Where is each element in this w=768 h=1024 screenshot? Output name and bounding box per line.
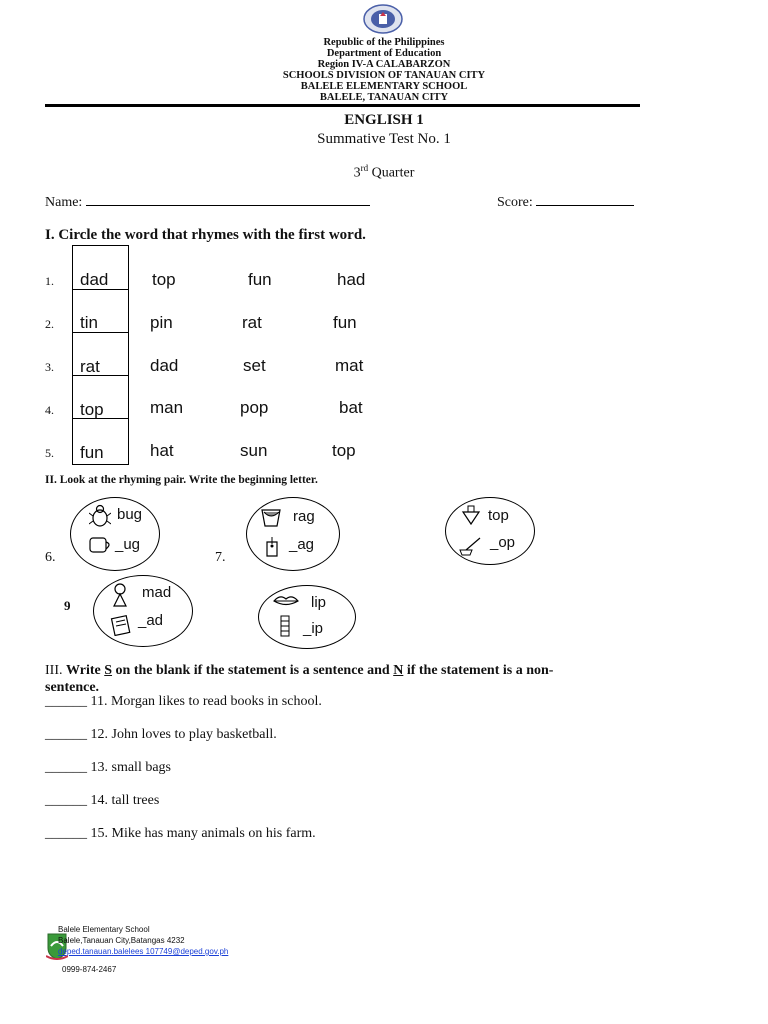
footer-email-link[interactable]: deped.tanauan.balelees 107749@deped.gov.ph: [58, 947, 229, 956]
quarter-word: Quarter: [371, 165, 415, 181]
mug-icon: [87, 534, 113, 554]
section3-instructions: [45, 662, 695, 696]
rhyme-word: rag: [293, 508, 315, 525]
option-word[interactable]: top: [152, 270, 176, 289]
quarter-label: [0, 163, 768, 182]
option-word[interactable]: dad: [150, 356, 179, 375]
zipper-icon: [277, 614, 293, 638]
header-line: SCHOOLS DIVISION OF TANAUAN CITY: [282, 70, 486, 81]
item-number: 2.: [45, 317, 54, 331]
header-line: Region IV-A CALABARZON: [317, 59, 451, 70]
rhyme-word: mad: [142, 584, 172, 601]
deped-seal-icon: [363, 4, 403, 34]
spinning-top-icon: [460, 504, 482, 526]
header-line: Republic of the Philippines: [323, 37, 445, 48]
tag-icon: [263, 536, 281, 558]
section3-text: if the statement is a non-: [406, 663, 554, 678]
rhyme-word: top: [488, 507, 509, 524]
header-line: BALELE ELEMENTARY SCHOOL: [300, 81, 468, 92]
name-field[interactable]: [45, 195, 370, 211]
quarter-number: 3: [353, 165, 361, 181]
first-word: fun: [80, 443, 104, 462]
rhyme-circle: [246, 497, 340, 571]
section1-title: I. Circle the word that rhymes with the first word.: [45, 227, 366, 243]
bug-icon: [89, 504, 111, 528]
rhyme-circle: [258, 585, 356, 649]
angry-girl-icon: [110, 582, 130, 608]
nonsentence-marker: N: [393, 663, 404, 678]
item-number: 6.: [45, 550, 56, 565]
first-word: dad: [80, 270, 109, 289]
first-word: rat: [80, 357, 100, 376]
option-word[interactable]: top: [332, 441, 356, 460]
option-word[interactable]: bat: [339, 398, 363, 417]
quarter-suffix: rd: [360, 163, 369, 173]
rhyme-blank[interactable]: _ad: [138, 612, 164, 629]
rhyme-word: lip: [311, 594, 327, 611]
item-number: 5.: [45, 446, 54, 460]
item-number: 7.: [215, 550, 226, 565]
lips-icon: [273, 594, 299, 608]
section3-text: sentence.: [45, 680, 100, 695]
option-word[interactable]: mat: [335, 356, 364, 375]
option-word[interactable]: pop: [240, 398, 269, 417]
header-line: Department of Education: [326, 48, 442, 59]
header-block: [0, 37, 768, 103]
subject-title: ENGLISH 1: [344, 112, 424, 128]
item-number: 1.: [45, 274, 54, 288]
item-number: 3.: [45, 360, 54, 374]
first-word: top: [80, 400, 104, 419]
score-label: Score:: [497, 195, 533, 210]
statement-item[interactable]: ______ 14. tall trees: [45, 793, 160, 808]
header-line: BALELE, TANAUAN CITY: [319, 92, 449, 103]
name-label: Name:: [45, 195, 83, 210]
statement-item[interactable]: ______ 11. Morgan likes to read books in school.: [45, 694, 322, 709]
statement-item[interactable]: ______ 13. small bags: [45, 760, 171, 775]
section2-title: II. Look at the rhyming pair. Write the beginning letter.: [45, 474, 318, 486]
option-word[interactable]: fun: [248, 270, 272, 289]
option-word[interactable]: man: [150, 398, 184, 417]
score-blank[interactable]: [536, 205, 634, 206]
option-word[interactable]: rat: [242, 313, 262, 332]
option-word[interactable]: set: [243, 356, 266, 375]
option-word[interactable]: hat: [150, 441, 174, 460]
rhyme-word: bug: [117, 506, 143, 523]
statement-item[interactable]: ______ 15. Mike has many animals on his farm.: [45, 826, 316, 841]
section3-prefix: III.: [45, 663, 63, 678]
notepad-icon: [110, 614, 132, 636]
footer-address: Balele,Tanauan City,Batangas 4232: [58, 936, 185, 945]
rhyme-blank[interactable]: _op: [490, 534, 516, 551]
option-word[interactable]: pin: [150, 313, 173, 332]
rhyme-circle: [445, 497, 535, 565]
rhyme-blank[interactable]: _ug: [115, 536, 141, 553]
sentence-marker: S: [104, 663, 113, 678]
statement-item[interactable]: ______ 12. John loves to play basketball.: [45, 727, 277, 742]
item-number: 9: [64, 598, 71, 613]
rhyme-circle: [93, 575, 193, 647]
footer-phone: 0999-874-2467: [62, 965, 117, 974]
option-word[interactable]: had: [337, 270, 366, 289]
rhyme-blank[interactable]: _ag: [289, 536, 315, 553]
first-word: tin: [80, 313, 98, 332]
name-blank[interactable]: [86, 205, 370, 206]
rhyme-circle: [70, 497, 160, 571]
rhyme-blank[interactable]: _ip: [303, 620, 324, 637]
option-word[interactable]: sun: [240, 441, 268, 460]
mop-icon: [458, 536, 484, 556]
section3-text: Write: [66, 663, 101, 678]
footer-school: Balele Elementary School: [58, 925, 150, 934]
section3-text: on the blank if the statement is a sentence and: [115, 663, 390, 678]
item-number: 4.: [45, 403, 54, 417]
score-field[interactable]: [497, 195, 634, 211]
option-word[interactable]: fun: [333, 313, 357, 332]
header-divider: [45, 104, 640, 107]
bucket-rag-icon: [259, 506, 283, 528]
test-title: Summative Test No. 1: [317, 131, 451, 147]
